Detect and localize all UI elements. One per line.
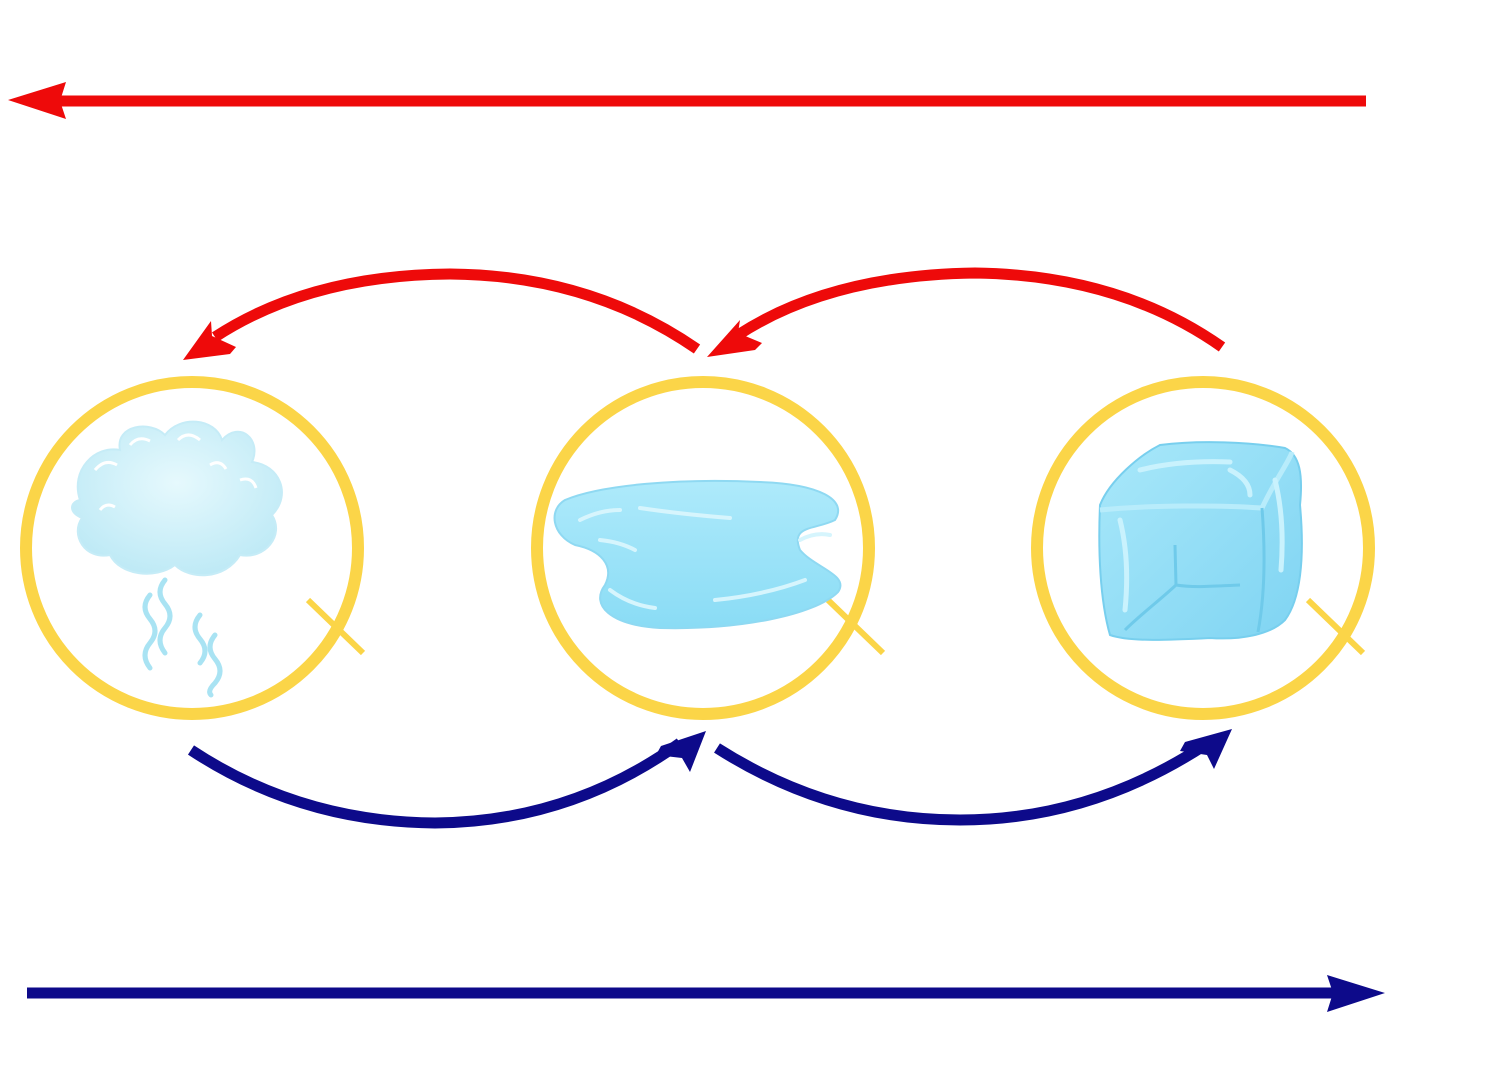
liquid-state xyxy=(537,382,883,714)
freezing-arrow xyxy=(717,729,1232,820)
ice-cube-icon xyxy=(1099,442,1302,640)
cooling-overall-arrow xyxy=(27,975,1385,1012)
heating-overall-arrow xyxy=(8,82,1366,119)
steam-cloud-icon xyxy=(72,422,282,695)
evaporation-arrow xyxy=(183,274,697,360)
water-puddle-icon xyxy=(555,481,841,628)
solid-state xyxy=(1037,382,1369,714)
condensation-arrow xyxy=(191,731,706,823)
gas-state xyxy=(26,382,363,714)
melting-arrow xyxy=(707,273,1222,357)
